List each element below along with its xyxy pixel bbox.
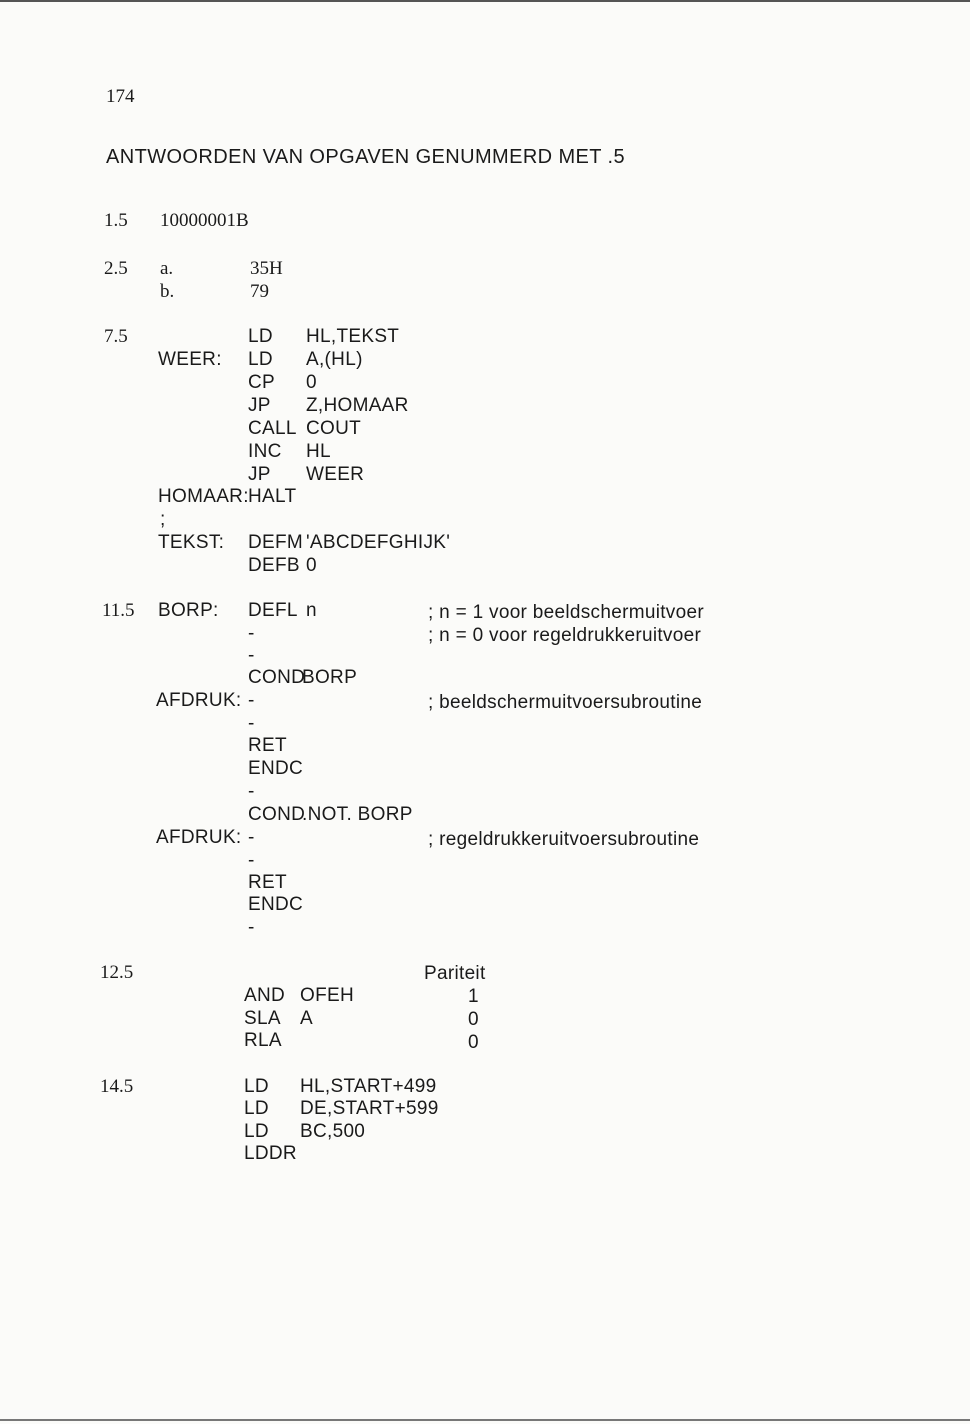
parity-value: 1 xyxy=(468,986,479,1007)
code-operand: BORP xyxy=(302,667,358,688)
page-number: 174 xyxy=(106,86,135,107)
code-opcode: DEFB xyxy=(248,555,300,576)
page-title: ANTWOORDEN VAN OPGAVEN GENUMMERD MET .5 xyxy=(106,146,625,168)
code-operand: BC,500 xyxy=(300,1121,366,1142)
code-comment: ; beeldschermuitvoersubroutine xyxy=(428,692,703,713)
page-top-edge xyxy=(0,0,970,2)
answer-value-2-5b: 79 xyxy=(250,281,269,302)
code-label: HOMAAR: xyxy=(158,486,249,507)
answer-number-12-5: 12.5 xyxy=(100,962,134,983)
code-operand: HL xyxy=(306,441,331,462)
code-opcode: INC xyxy=(248,441,282,462)
parity-value: 0 xyxy=(468,1032,479,1053)
code-opcode: COND xyxy=(248,804,306,825)
code-opcode: - xyxy=(248,645,255,666)
code-opcode: - xyxy=(248,623,255,644)
code-operand: HL,TEKST xyxy=(306,326,400,347)
code-opcode: - xyxy=(248,827,255,848)
code-opcode: - xyxy=(248,713,255,734)
code-opcode: RET xyxy=(248,735,287,756)
code-opcode: AND xyxy=(244,985,286,1006)
code-operand: .NOT. BORP xyxy=(302,804,413,825)
answer-label-2-5a: a. xyxy=(160,258,174,279)
code-label: BORP: xyxy=(158,600,219,621)
code-opcode: - xyxy=(248,850,255,871)
answer-number-1-5: 1.5 xyxy=(104,210,128,231)
code-opcode: RET xyxy=(248,872,287,893)
code-operand: 'ABCDEFGHIJK' xyxy=(306,532,451,553)
answer-label-2-5b: b. xyxy=(160,281,175,302)
code-opcode: CP xyxy=(248,372,275,393)
code-opcode: DEFL xyxy=(248,600,298,621)
code-operand: WEER xyxy=(306,464,365,485)
code-operand: A,(HL) xyxy=(306,349,363,370)
code-opcode: - xyxy=(248,690,255,711)
code-opcode: HALT xyxy=(248,486,297,507)
code-operand: 0 xyxy=(306,372,317,393)
code-opcode: COND xyxy=(248,667,306,688)
code-comment: ; n = 1 voor beeldschermuitvoer xyxy=(428,602,704,623)
code-opcode: JP xyxy=(248,464,271,485)
code-opcode: DEFM xyxy=(248,532,304,553)
code-opcode: LD xyxy=(244,1098,269,1119)
code-opcode: JP xyxy=(248,395,271,416)
code-operand: A xyxy=(300,1008,313,1029)
code-opcode: LDDR xyxy=(244,1143,297,1164)
code-label: AFDRUK: xyxy=(156,690,242,711)
code-opcode: CALL xyxy=(248,418,297,439)
code-operand: COUT xyxy=(306,418,362,439)
parity-header: Pariteit xyxy=(424,963,486,984)
code-opcode: ENDC xyxy=(248,894,304,915)
answer-value-1-5: 10000001B xyxy=(160,210,249,231)
code-operand: 0 xyxy=(306,555,317,576)
code-opcode: LD xyxy=(244,1076,269,1097)
answer-value-2-5a: 35H xyxy=(250,258,283,279)
code-operand: DE,START+599 xyxy=(300,1098,439,1119)
code-label: TEKST: xyxy=(158,532,225,553)
code-opcode: SLA xyxy=(244,1008,281,1029)
code-opcode: LD xyxy=(244,1121,269,1142)
code-operand: n xyxy=(306,600,317,621)
code-label: WEER: xyxy=(158,349,222,370)
code-comment: ; n = 0 voor regeldrukkeruitvoer xyxy=(428,625,702,646)
code-opcode: - xyxy=(248,917,255,938)
code-opcode: LD xyxy=(248,349,273,370)
code-comment: ; regeldrukkeruitvoersubroutine xyxy=(428,829,700,850)
answer-number-11-5: 11.5 xyxy=(102,600,135,621)
code-comment-marker: ; xyxy=(160,509,166,530)
answer-number-2-5: 2.5 xyxy=(104,258,128,279)
code-opcode: RLA xyxy=(244,1030,282,1051)
code-opcode: LD xyxy=(248,326,273,347)
code-operand: HL,START+499 xyxy=(300,1076,437,1097)
code-operand: OFEH xyxy=(300,985,354,1006)
code-opcode: - xyxy=(248,781,255,802)
answer-number-14-5: 14.5 xyxy=(100,1076,134,1097)
page-bottom-edge xyxy=(0,1419,970,1421)
code-opcode: ENDC xyxy=(248,758,304,779)
code-operand: Z,HOMAAR xyxy=(306,395,409,416)
code-label: AFDRUK: xyxy=(156,827,242,848)
answer-number-7-5: 7.5 xyxy=(104,326,128,347)
parity-value: 0 xyxy=(468,1009,479,1030)
